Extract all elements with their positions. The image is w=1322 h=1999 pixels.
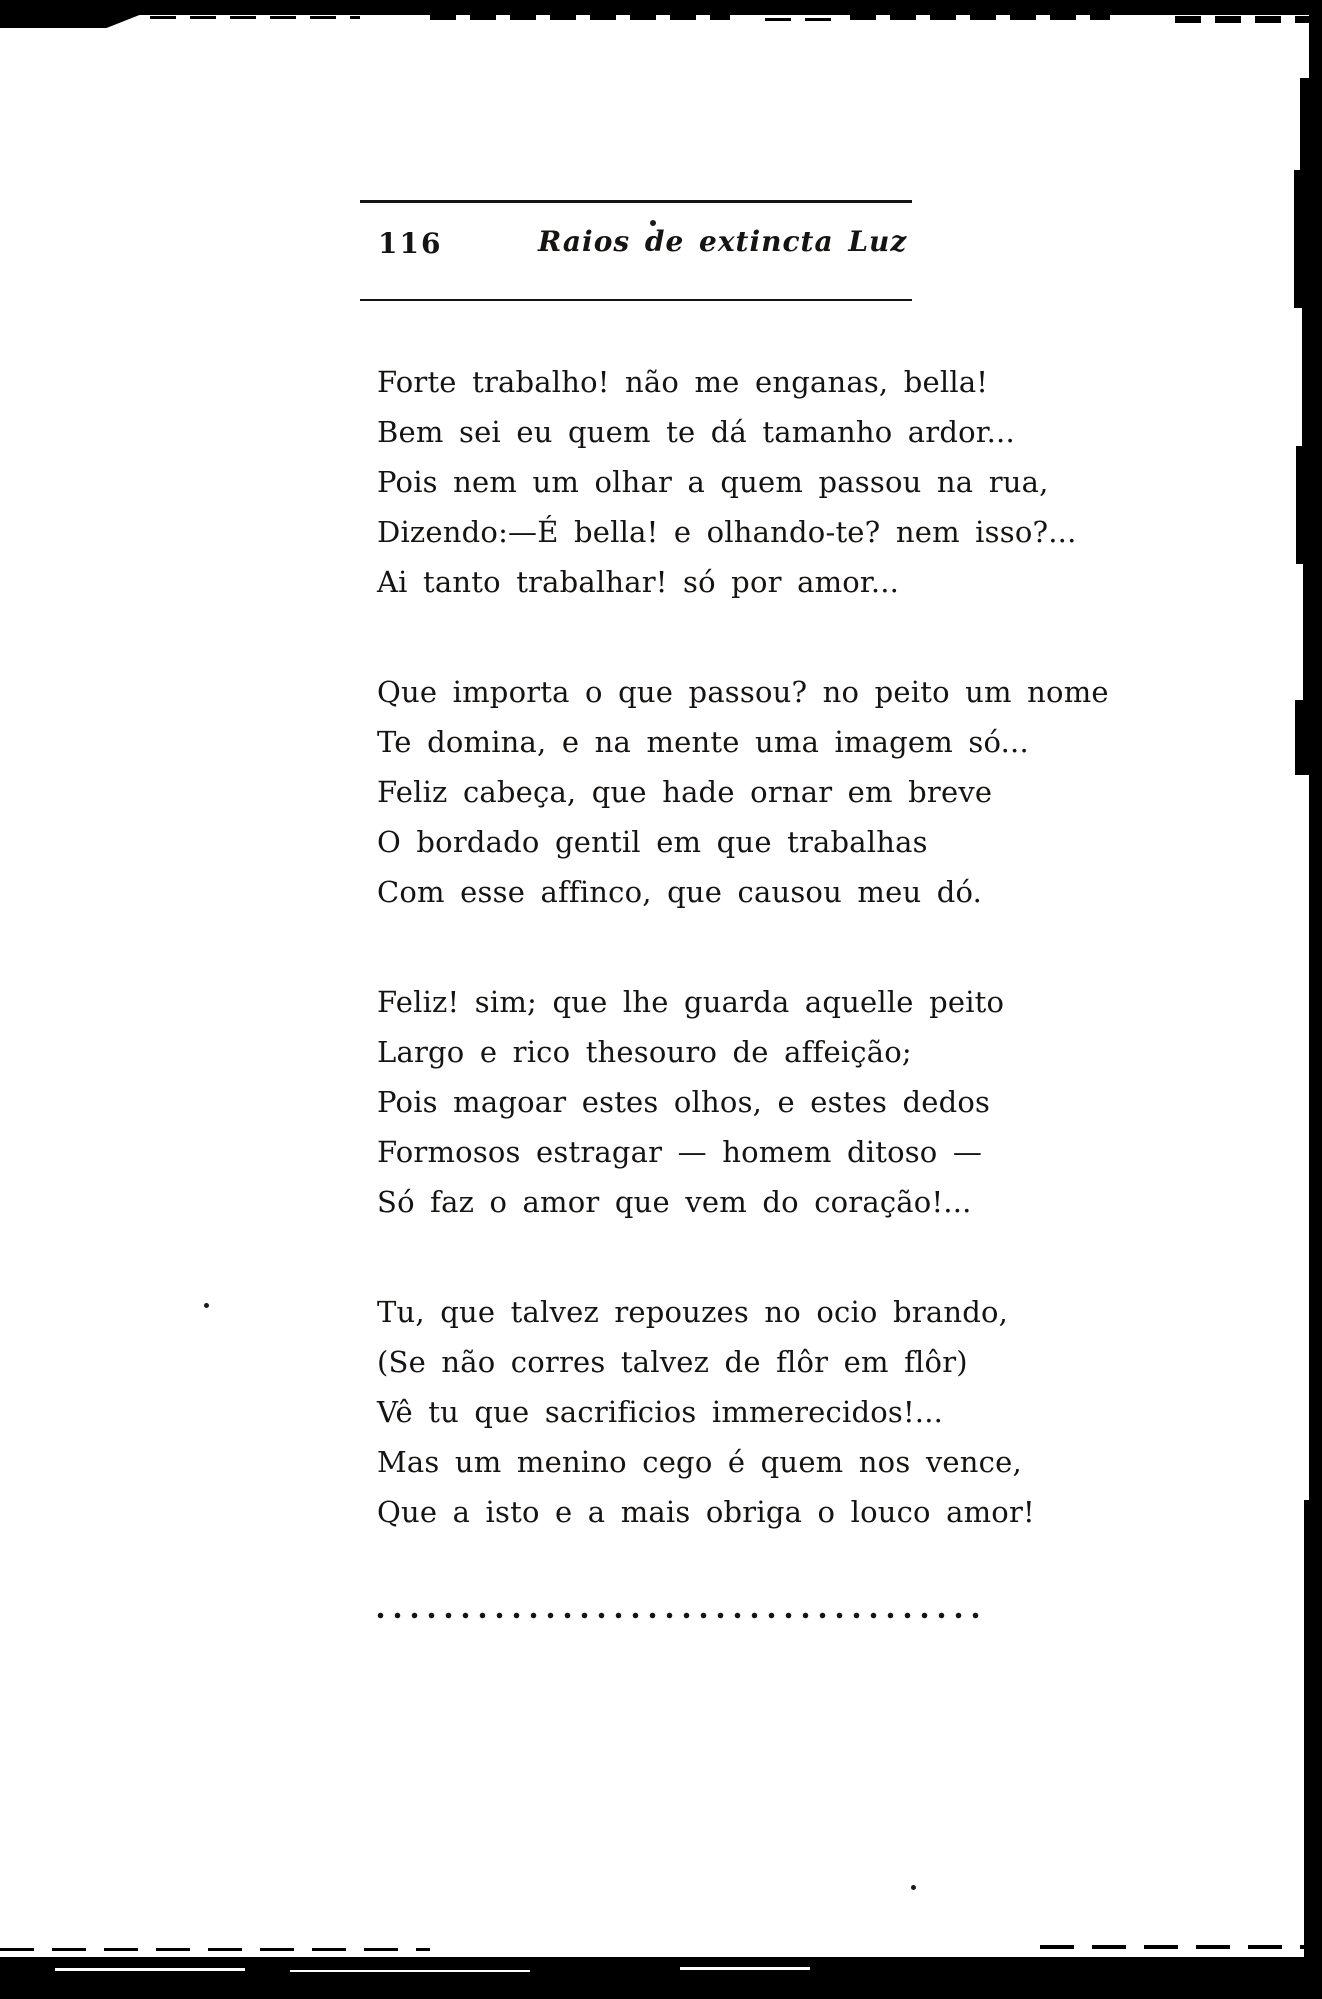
poem-line: Só faz o amor que vem do coração!... <box>377 1185 972 1219</box>
scan-edge-right-segment <box>1294 170 1322 308</box>
scan-crack <box>680 1967 810 1970</box>
scan-edge-bottom <box>0 1957 1322 1999</box>
stanza-2 <box>377 667 1177 917</box>
poem-line: Largo e rico thesouro de affeição; <box>377 1035 912 1069</box>
ink-speck <box>204 1303 209 1308</box>
ink-speck <box>911 1885 916 1890</box>
poem-line: Te domina, e na mente uma imagem só... <box>377 725 1029 759</box>
poem-line: Feliz! sim; que lhe guarda aquelle peito <box>377 985 1005 1019</box>
scan-edge-top-blob <box>0 0 142 28</box>
stanza-1 <box>377 357 1177 607</box>
poem-line: Formosos estragar — homem ditoso — <box>377 1135 983 1169</box>
scan-dash <box>430 15 730 20</box>
poem-line: Vê tu que sacrificios immerecidos!... <box>377 1395 944 1429</box>
poem-line: O bordado gentil em que trabalhas <box>377 825 928 859</box>
scan-dash <box>1175 16 1322 23</box>
poem-line: Que importa o que passou? no peito um nome <box>377 675 1109 709</box>
header-rule-top <box>360 200 912 203</box>
poem-line: Pois magoar estes olhos, e estes dedos <box>377 1085 991 1119</box>
poem-body <box>377 357 1177 1537</box>
header-rule-bottom <box>360 299 912 301</box>
poem-line: Forte trabalho! não me enganas, bella! <box>377 365 989 399</box>
scan-dash <box>850 14 1110 20</box>
poem-line: Bem sei eu quem te dá tamanho ardor... <box>377 415 1015 449</box>
scan-edge-right-segment <box>1296 446 1322 564</box>
poem-line: Mas um menino cego é quem nos vence, <box>377 1445 1022 1479</box>
poem-line: Que a isto e a mais obriga o louco amor! <box>377 1495 1035 1529</box>
scan-edge-top <box>0 0 1322 15</box>
dotted-separator <box>377 1612 989 1619</box>
poem-line: Tu, que talvez repouzes no ocio brando, <box>377 1295 1009 1329</box>
scan-edge-right-segment <box>1304 1500 1322 1970</box>
poem-line: Dizendo:—É bella! e olhando-te? nem isso?... <box>377 515 1077 549</box>
scan-dash <box>0 1948 430 1951</box>
poem-line: Feliz cabeça, que hade ornar em breve <box>377 775 993 809</box>
poem-line: Com esse affinco, que causou meu dó. <box>377 875 983 909</box>
scan-crack <box>55 1968 245 1971</box>
page-number: 116 <box>378 227 443 260</box>
poem-line: Pois nem um olhar a quem passou na rua, <box>377 465 1049 499</box>
scan-edge-right-segment <box>1295 700 1322 775</box>
poem-line: (Se não corres talvez de flôr em flôr) <box>377 1345 968 1379</box>
scan-edge-right-segment <box>1302 306 1322 446</box>
scan-edge-right-segment <box>1300 78 1322 173</box>
scan-dash <box>1040 1945 1322 1949</box>
scan-dash <box>150 16 360 19</box>
stanza-3 <box>377 977 1177 1227</box>
stanza-4 <box>377 1287 1177 1537</box>
running-title: Raios de extincta Luz <box>538 225 908 258</box>
scan-dash <box>765 18 835 21</box>
scan-crack <box>290 1970 530 1972</box>
poem-line: Ai tanto trabalhar! só por amor... <box>377 565 900 599</box>
